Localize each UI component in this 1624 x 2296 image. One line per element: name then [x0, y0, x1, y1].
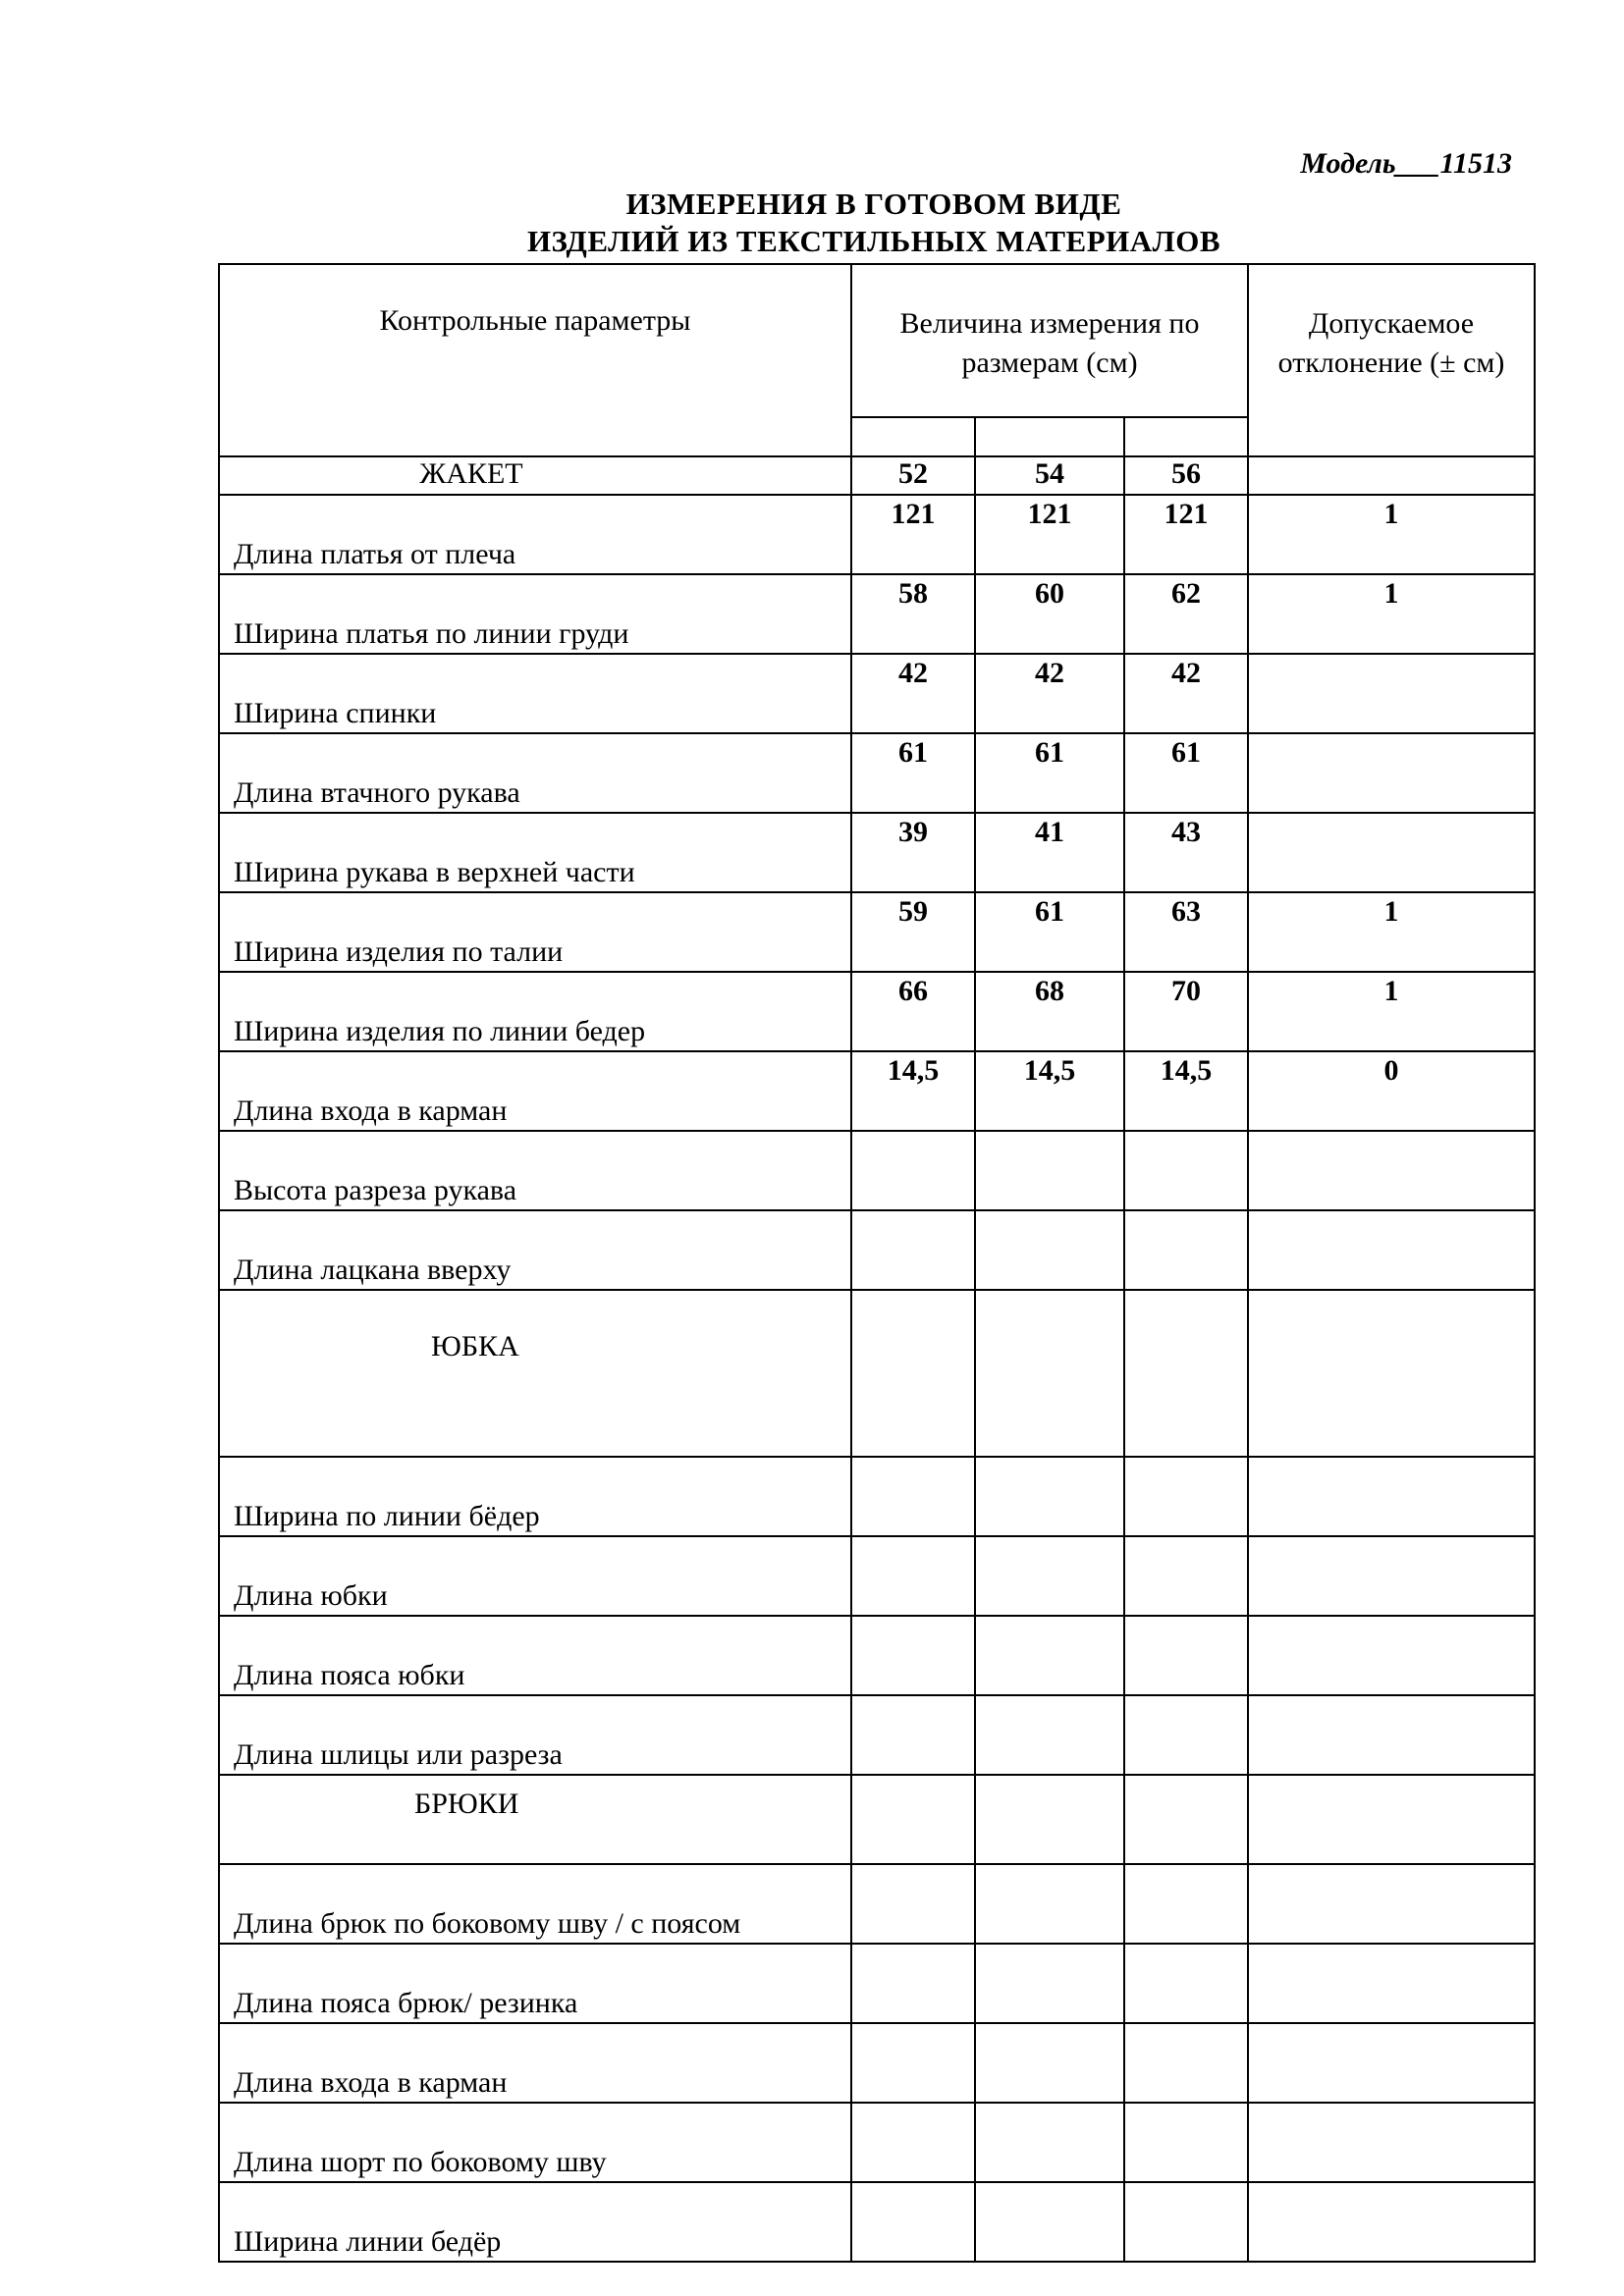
section-trousers-row: [219, 1775, 1535, 1864]
value-cell: 68: [975, 972, 1124, 1051]
value-cell: [975, 1210, 1124, 1290]
value-cell: [975, 1536, 1124, 1616]
parameter-label: Длина шлицы или разреза: [219, 1695, 851, 1775]
value-cell: 42: [851, 654, 975, 733]
parameter-label: Длина втачного рукава: [219, 733, 851, 813]
value-cell: [1124, 1616, 1248, 1695]
value-cell: 42: [1124, 654, 1248, 733]
value-cell: 61: [975, 733, 1124, 813]
table-row: [219, 574, 1535, 654]
tolerance-cell: [1248, 1536, 1535, 1616]
tolerance-cell: [1248, 2023, 1535, 2103]
header-measurement-value: Величина измерения по размерам (см): [851, 264, 1248, 417]
value-cell: [851, 1290, 975, 1457]
value-cell: [975, 1695, 1124, 1775]
value-cell: [851, 1864, 975, 1944]
header-size-cell-3: [1124, 417, 1248, 456]
value-cell: [1124, 2023, 1248, 2103]
value-cell: [851, 1210, 975, 1290]
table-row: [219, 2182, 1535, 2262]
document-title-line-1: ИЗМЕРЕНИЯ В ГОТОВОМ ВИДЕ: [625, 187, 1122, 221]
table-row: [219, 972, 1535, 1051]
parameter-label: Длина брюк по боковому шву / с поясом: [219, 1864, 851, 1944]
parameter-label: Ширина по линии бёдер: [219, 1457, 851, 1536]
value-cell: [975, 1944, 1124, 2023]
value-cell: [975, 2182, 1124, 2262]
table-row: [219, 2103, 1535, 2182]
value-cell: [975, 1131, 1124, 1210]
table-row: [219, 2023, 1535, 2103]
value-cell: 121: [851, 495, 975, 574]
value-cell: [851, 2182, 975, 2262]
value-cell: [1124, 2182, 1248, 2262]
value-cell: [851, 1775, 975, 1864]
tolerance-cell: 1: [1248, 574, 1535, 654]
parameter-label: Ширина спинки: [219, 654, 851, 733]
tolerance-cell: 1: [1248, 972, 1535, 1051]
value-cell: [1124, 1695, 1248, 1775]
parameter-label: Длина юбки: [219, 1536, 851, 1616]
document-title-line-2: ИЗДЕЛИЙ ИЗ ТЕКСТИЛЬНЫХ МАТЕРИАЛОВ: [526, 224, 1221, 258]
parameter-label: Длина пояса юбки: [219, 1616, 851, 1695]
tolerance-cell: [1248, 1290, 1535, 1457]
section-skirt-row: [219, 1290, 1535, 1457]
table-row: [219, 892, 1535, 972]
value-cell: 63: [1124, 892, 1248, 972]
tolerance-cell: [1248, 654, 1535, 733]
value-cell: 14,5: [975, 1051, 1124, 1131]
parameter-label: Ширина платья по линии груди: [219, 574, 851, 654]
value-cell: 41: [975, 813, 1124, 892]
value-cell: [851, 2103, 975, 2182]
parameter-label: Высота разреза рукава: [219, 1131, 851, 1210]
value-cell: [1124, 1457, 1248, 1536]
header-size-cell-2: [975, 417, 1124, 456]
header-tolerance: Допускаемое отклонение (± см): [1248, 264, 1535, 456]
header-control-parameters: Контрольные параметры: [219, 264, 851, 456]
value-cell: [1124, 1210, 1248, 1290]
table-row: [219, 733, 1535, 813]
value-cell: [851, 2023, 975, 2103]
parameter-label: Ширина линии бедёр: [219, 2182, 851, 2262]
value-cell: [975, 2023, 1124, 2103]
section-trousers-title: БРЮКИ: [219, 1775, 851, 1864]
value-cell: 121: [975, 495, 1124, 574]
value-cell: 61: [851, 733, 975, 813]
value-cell: 66: [851, 972, 975, 1051]
parameter-label: Длина лацкана вверху: [219, 1210, 851, 1290]
parameter-label: Длина входа в карман: [219, 2023, 851, 2103]
parameter-label: Длина входа в карман: [219, 1051, 851, 1131]
measurements-table: [218, 263, 1536, 2263]
section-skirt-title: ЮБКА: [219, 1290, 851, 1457]
table-header-row: [219, 264, 1535, 417]
tolerance-cell: [1248, 1616, 1535, 1695]
table-row: [219, 1536, 1535, 1616]
value-cell: [1124, 1944, 1248, 2023]
section-jacket-title: ЖАКЕТ: [219, 456, 851, 495]
value-cell: [1124, 1290, 1248, 1457]
size-header: 56: [1124, 456, 1248, 495]
value-cell: [1124, 2103, 1248, 2182]
parameter-label: Ширина рукава в верхней части: [219, 813, 851, 892]
value-cell: [975, 1616, 1124, 1695]
tolerance-cell: [1248, 813, 1535, 892]
table-row: [219, 495, 1535, 574]
value-cell: 14,5: [1124, 1051, 1248, 1131]
value-cell: [975, 1775, 1124, 1864]
tolerance-cell: [1248, 2103, 1535, 2182]
value-cell: 59: [851, 892, 975, 972]
tolerance-cell: 1: [1248, 892, 1535, 972]
value-cell: [1124, 1536, 1248, 1616]
table-row: [219, 1864, 1535, 1944]
value-cell: [1124, 1131, 1248, 1210]
value-cell: [975, 1864, 1124, 1944]
table-row: [219, 654, 1535, 733]
table-row: [219, 813, 1535, 892]
value-cell: [1124, 1775, 1248, 1864]
tolerance-cell: 1: [1248, 495, 1535, 574]
value-cell: 58: [851, 574, 975, 654]
parameter-label: Длина шорт по боковому шву: [219, 2103, 851, 2182]
value-cell: 14,5: [851, 1051, 975, 1131]
tolerance-cell: [1248, 1944, 1535, 2023]
table-row: [219, 1457, 1535, 1536]
model-number: Модель___11513: [1300, 147, 1512, 180]
value-cell: 42: [975, 654, 1124, 733]
value-cell: [851, 1131, 975, 1210]
size-header: 54: [975, 456, 1124, 495]
value-cell: [851, 1457, 975, 1536]
tolerance-cell: [1248, 1210, 1535, 1290]
header-size-cell-1: [851, 417, 975, 456]
value-cell: 60: [975, 574, 1124, 654]
value-cell: 62: [1124, 574, 1248, 654]
value-cell: [851, 1616, 975, 1695]
table-row: [219, 1695, 1535, 1775]
value-cell: [975, 2103, 1124, 2182]
value-cell: [851, 1944, 975, 2023]
tolerance-cell: 0: [1248, 1051, 1535, 1131]
tolerance-cell: [1248, 733, 1535, 813]
tolerance-cell: [1248, 2182, 1535, 2262]
parameter-label: Длина платья от плеча: [219, 495, 851, 574]
table-row: [219, 1210, 1535, 1290]
parameter-label: Ширина изделия по талии: [219, 892, 851, 972]
value-cell: 61: [975, 892, 1124, 972]
value-cell: 121: [1124, 495, 1248, 574]
value-cell: 70: [1124, 972, 1248, 1051]
tolerance-cell: [1248, 1695, 1535, 1775]
tolerance-cell: [1248, 1131, 1535, 1210]
value-cell: [851, 1695, 975, 1775]
value-cell: [975, 1457, 1124, 1536]
section-jacket-row: [219, 456, 1535, 495]
value-cell: [1124, 1864, 1248, 1944]
parameter-label: Длина пояса брюк/ резинка: [219, 1944, 851, 2023]
parameter-label: Ширина изделия по линии бедер: [219, 972, 851, 1051]
size-header-tolerance-empty: [1248, 456, 1535, 495]
table-row: [219, 1944, 1535, 2023]
value-cell: 43: [1124, 813, 1248, 892]
size-header: 52: [851, 456, 975, 495]
table-row: [219, 1051, 1535, 1131]
table-row: [219, 1131, 1535, 1210]
tolerance-cell: [1248, 1864, 1535, 1944]
tolerance-cell: [1248, 1775, 1535, 1864]
value-cell: [975, 1290, 1124, 1457]
value-cell: [851, 1536, 975, 1616]
value-cell: 61: [1124, 733, 1248, 813]
table-row: [219, 1616, 1535, 1695]
value-cell: 39: [851, 813, 975, 892]
tolerance-cell: [1248, 1457, 1535, 1536]
